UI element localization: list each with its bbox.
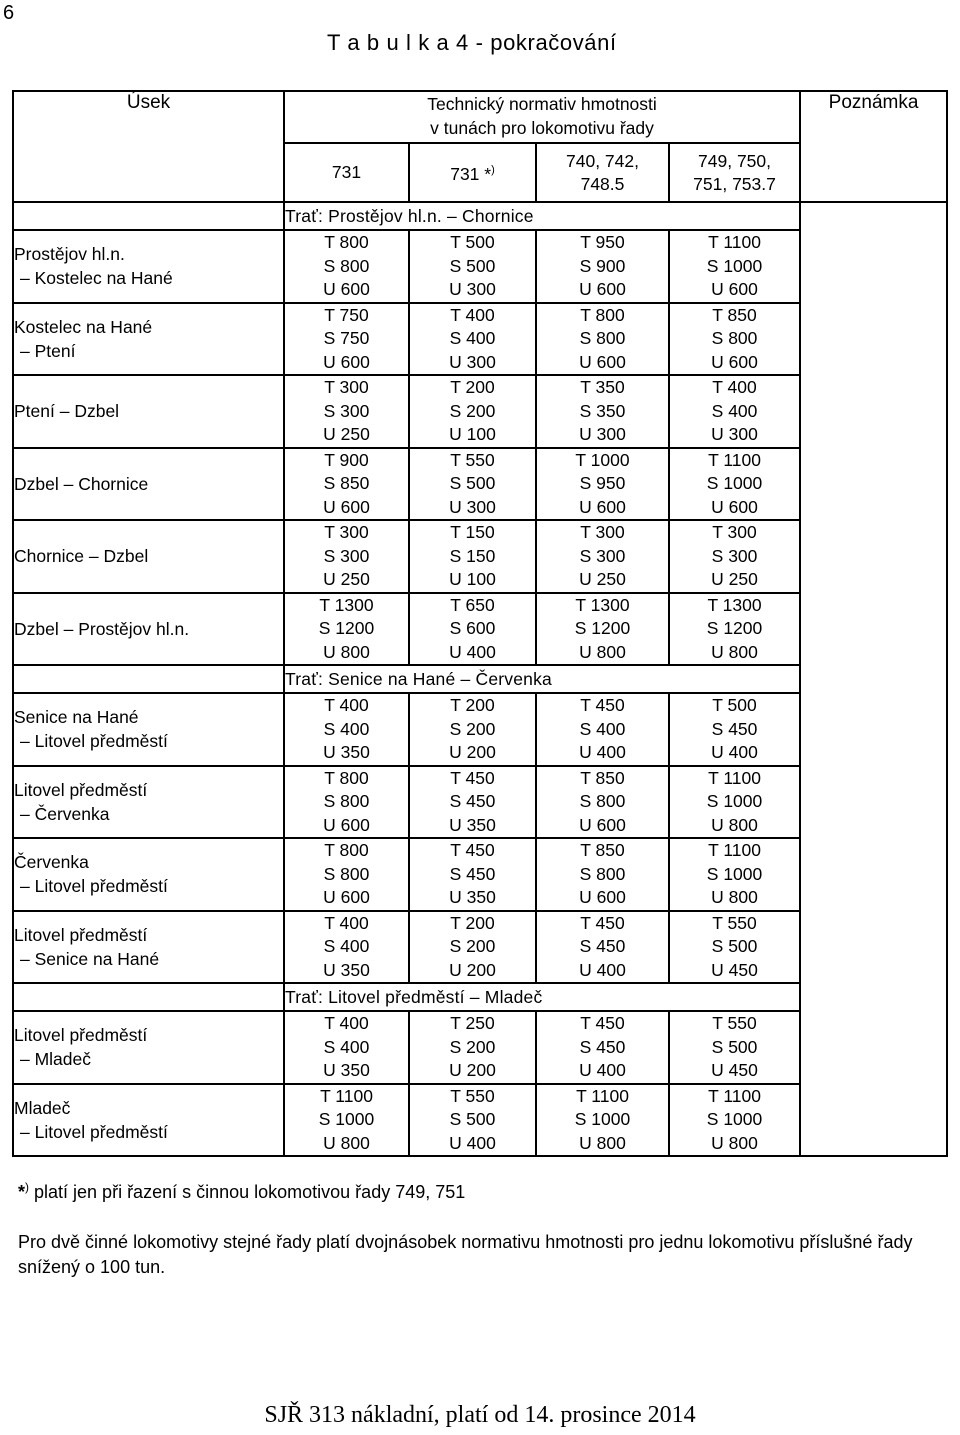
norm-s: S 1000 <box>706 791 763 811</box>
norm-u: U 800 <box>711 641 758 662</box>
norm-cell <box>669 838 800 911</box>
norm-t: T 1100 <box>708 1085 761 1106</box>
section-from: Ptení – Dzbel <box>14 401 120 422</box>
norm-s: S 500 <box>449 1109 496 1129</box>
weight-norm-table <box>12 90 948 1157</box>
norm-s: S 1000 <box>706 863 763 884</box>
norm-cell <box>409 593 536 666</box>
section-name <box>13 230 284 303</box>
norm-cell <box>409 911 536 984</box>
norm-s: S 300 <box>323 545 370 566</box>
norm-s: S 150 <box>449 545 496 566</box>
footnote-mark: * <box>18 1182 26 1202</box>
note-paragraph: Pro dvě činné lokomotivy stejné řady platí dvojnásobek normativu hmotnosti pro jednu lokomotivu příslušné řady snížený o 100 tun. <box>18 1232 913 1277</box>
norm-t: T 200 <box>450 695 495 715</box>
footnote-sup: ) <box>25 1180 30 1194</box>
section-name <box>13 448 284 521</box>
norm-cell <box>284 230 409 303</box>
header-loco-740 <box>536 143 669 202</box>
norm-s: S 500 <box>711 1036 758 1057</box>
norm-t: T 200 <box>450 912 495 933</box>
header-normativ <box>284 91 800 143</box>
table-body <box>13 202 947 1156</box>
header-loco-731-star-sup: ) <box>491 164 495 177</box>
norm-s: S 800 <box>323 255 370 276</box>
norm-cell <box>409 375 536 448</box>
norm-s: S 300 <box>711 545 758 566</box>
norm-cell <box>669 448 800 521</box>
norm-u: U 200 <box>449 742 496 762</box>
norm-t: T 500 <box>450 232 495 252</box>
header-loco-749-line2: 751, 753.7 <box>693 173 776 194</box>
norm-t: T 1100 <box>320 1085 373 1106</box>
norm-u: U 300 <box>449 351 496 372</box>
norm-u: U 350 <box>323 1060 370 1080</box>
norm-u: U 400 <box>579 959 626 980</box>
norm-t: T 450 <box>580 695 625 715</box>
norm-s: S 350 <box>579 400 626 421</box>
norm-s: S 400 <box>323 718 370 739</box>
norm-cell <box>669 375 800 448</box>
norm-u: U 300 <box>579 424 626 444</box>
norm-t: T 1100 <box>708 449 761 470</box>
norm-cell <box>409 766 536 839</box>
norm-cell <box>409 1011 536 1084</box>
section-from: Litovel předměstí <box>14 779 148 800</box>
norm-cell <box>536 303 669 376</box>
footnote-text: platí jen při řazení s činnou lokomotivou řady 749, 751 <box>29 1182 466 1202</box>
norm-u: U 600 <box>579 279 626 299</box>
section-name <box>13 1011 284 1084</box>
norm-cell <box>669 1084 800 1157</box>
section-name <box>13 303 284 376</box>
norm-u: U 100 <box>449 424 496 444</box>
norm-u: U 250 <box>323 424 370 444</box>
norm-cell <box>536 1084 669 1157</box>
norm-u: U 350 <box>323 959 370 980</box>
trat-label: Trať: Prostějov hl.n. – Chornice <box>284 202 800 230</box>
norm-t: T 450 <box>450 840 495 860</box>
norm-s: S 1200 <box>574 618 631 638</box>
norm-cell <box>669 766 800 839</box>
norm-t: T 800 <box>580 304 625 325</box>
norm-t: T 350 <box>580 377 625 397</box>
norm-cell <box>409 230 536 303</box>
header-loco-731-star-text: 731 * <box>450 163 492 184</box>
norm-u: U 800 <box>323 1132 370 1153</box>
norm-cell <box>284 1011 409 1084</box>
norm-t: T 300 <box>324 377 369 397</box>
section-from: Dzbel – Prostějov hl.n. <box>14 618 190 639</box>
norm-t: T 550 <box>450 1085 495 1106</box>
norm-t: T 200 <box>450 377 495 397</box>
norm-u: U 200 <box>449 1060 496 1080</box>
norm-cell <box>409 520 536 593</box>
section-to: – Červenka <box>20 803 110 824</box>
norm-s: S 850 <box>323 473 370 493</box>
norm-t: T 800 <box>324 232 369 252</box>
norm-s: S 500 <box>711 936 758 956</box>
norm-s: S 400 <box>711 400 758 421</box>
norm-t: T 1300 <box>707 594 762 615</box>
section-from: Dzbel – Chornice <box>14 473 149 494</box>
norm-s: S 1000 <box>318 1109 375 1129</box>
norm-s: S 1000 <box>706 473 763 493</box>
trat-blank-cell <box>13 665 284 693</box>
norm-u: U 600 <box>323 496 370 517</box>
header-normativ-line1: Technický normativ hmotnosti <box>427 94 657 114</box>
norm-cell <box>284 375 409 448</box>
trat-blank-cell <box>13 202 284 230</box>
norm-s: S 200 <box>449 936 496 956</box>
norm-s: S 800 <box>711 328 758 348</box>
norm-t: T 900 <box>324 449 369 470</box>
norm-cell <box>409 693 536 766</box>
norm-t: T 1100 <box>708 767 761 788</box>
norm-s: S 1000 <box>574 1109 631 1129</box>
norm-cell <box>284 593 409 666</box>
header-normativ-line2: v tunách pro lokomotivu řady <box>430 118 654 138</box>
norm-cell <box>669 693 800 766</box>
trat-label: Trať: Litovel předměstí – Mladeč <box>284 983 800 1011</box>
norm-cell <box>536 766 669 839</box>
norm-s: S 1000 <box>706 1109 763 1129</box>
section-from: Litovel předměstí <box>14 924 148 945</box>
norm-cell <box>536 448 669 521</box>
norm-u: U 600 <box>323 279 370 299</box>
norm-t: T 650 <box>450 594 495 615</box>
norm-u: U 600 <box>579 351 626 372</box>
norm-u: U 250 <box>323 569 370 589</box>
norm-s: S 300 <box>323 400 370 421</box>
norm-s: S 200 <box>449 718 496 739</box>
norm-u: U 800 <box>579 641 626 662</box>
norm-s: S 400 <box>323 936 370 956</box>
norm-s: S 1000 <box>706 255 763 276</box>
norm-cell <box>536 230 669 303</box>
norm-cell <box>409 1084 536 1157</box>
norm-t: T 300 <box>324 522 369 542</box>
norm-t: T 400 <box>712 377 757 397</box>
section-from: Chornice – Dzbel <box>14 546 149 567</box>
page-footer: SJŘ 313 nákladní, platí od 14. prosince 2014 <box>264 1402 696 1428</box>
norm-cell <box>669 520 800 593</box>
norm-cell <box>536 520 669 593</box>
norm-t: T 750 <box>324 304 369 325</box>
norm-t: T 500 <box>712 695 757 715</box>
section-from: Červenka <box>14 852 89 873</box>
norm-s: S 900 <box>579 255 626 276</box>
norm-s: S 400 <box>323 1036 370 1057</box>
norm-u: U 600 <box>579 814 626 835</box>
norm-u: U 450 <box>711 1060 758 1080</box>
footnote <box>18 1180 465 1203</box>
norm-s: S 400 <box>449 328 496 348</box>
norm-u: U 600 <box>323 887 370 907</box>
norm-cell <box>669 593 800 666</box>
trat-blank-cell <box>13 983 284 1011</box>
norm-cell <box>284 911 409 984</box>
header-loco-731: 731 <box>284 143 409 202</box>
norm-u: U 350 <box>323 742 370 762</box>
norm-s: S 600 <box>449 618 496 638</box>
norm-t: T 850 <box>712 304 757 325</box>
norm-cell <box>409 303 536 376</box>
norm-t: T 1100 <box>708 232 761 252</box>
norm-s: S 400 <box>579 718 626 739</box>
norm-t: T 850 <box>580 840 625 860</box>
norm-u: U 200 <box>449 959 496 980</box>
norm-u: U 600 <box>579 496 626 517</box>
norm-s: S 800 <box>579 791 626 811</box>
header-poznamka: Poznámka <box>800 91 947 202</box>
section-name <box>13 838 284 911</box>
section-name <box>13 375 284 448</box>
norm-u: U 800 <box>579 1132 626 1153</box>
norm-s: S 450 <box>449 791 496 811</box>
norm-u: U 100 <box>449 569 496 589</box>
norm-s: S 1200 <box>318 618 375 638</box>
header-loco-731-star <box>409 143 536 202</box>
norm-u: U 600 <box>579 887 626 907</box>
norm-t: T 800 <box>324 767 369 788</box>
norm-u: U 800 <box>711 887 758 907</box>
norm-s: S 450 <box>579 936 626 956</box>
norm-cell <box>669 303 800 376</box>
norm-t: T 950 <box>580 232 625 252</box>
norm-cell <box>669 911 800 984</box>
norm-cell <box>536 1011 669 1084</box>
norm-s: S 500 <box>449 255 496 276</box>
norm-cell <box>536 838 669 911</box>
norm-s: S 800 <box>323 791 370 811</box>
section-to: – Kostelec na Hané <box>20 268 173 289</box>
norm-cell <box>284 693 409 766</box>
norm-cell <box>536 693 669 766</box>
norm-s: S 200 <box>449 1036 496 1057</box>
norm-u: U 800 <box>711 1132 758 1153</box>
header-usek: Úsek <box>13 91 284 202</box>
header-loco-749-line1: 749, 750, <box>698 150 772 171</box>
norm-u: U 350 <box>449 887 496 907</box>
section-name <box>13 911 284 984</box>
section-from: Prostějov hl.n. <box>14 244 125 265</box>
norm-s: S 450 <box>711 718 758 739</box>
norm-cell <box>284 838 409 911</box>
norm-u: U 600 <box>323 814 370 835</box>
norm-cell <box>284 1084 409 1157</box>
poznamka-column <box>800 202 947 1156</box>
norm-s: S 800 <box>323 863 370 884</box>
norm-t: T 1100 <box>708 840 761 860</box>
header-loco-740-line1: 740, 742, <box>566 150 639 171</box>
norm-t: T 550 <box>712 912 757 933</box>
norm-u: U 600 <box>323 351 370 372</box>
norm-u: U 350 <box>449 814 496 835</box>
norm-t: T 850 <box>580 767 625 788</box>
norm-t: T 550 <box>712 1013 757 1033</box>
norm-s: S 300 <box>579 545 626 566</box>
section-to: – Litovel předměstí <box>20 876 168 897</box>
trat-row <box>13 202 947 230</box>
section-to: – Litovel předměstí <box>20 731 168 752</box>
norm-t: T 250 <box>450 1013 495 1033</box>
norm-cell <box>284 303 409 376</box>
norm-cell <box>284 448 409 521</box>
norm-t: T 1300 <box>319 594 374 615</box>
page-number: 6 <box>3 2 15 24</box>
norm-cell <box>284 766 409 839</box>
norm-u: U 600 <box>711 279 758 299</box>
norm-u: U 250 <box>711 569 758 589</box>
norm-t: T 300 <box>712 522 757 542</box>
norm-t: T 550 <box>450 449 495 470</box>
norm-t: T 400 <box>324 695 369 715</box>
section-to: – Senice na Hané <box>20 948 160 969</box>
section-to: – Mladeč <box>20 1049 92 1070</box>
section-name <box>13 766 284 839</box>
section-from: Litovel předměstí <box>14 1025 148 1046</box>
section-from: Mladeč <box>14 1097 71 1118</box>
norm-u: U 400 <box>579 742 626 762</box>
norm-s: S 200 <box>449 400 496 421</box>
section-from: Senice na Hané <box>14 707 139 728</box>
trat-label: Trať: Senice na Hané – Červenka <box>284 665 800 693</box>
section-to: – Litovel předměstí <box>20 1121 168 1142</box>
norm-cell <box>669 1011 800 1084</box>
section-name <box>13 593 284 666</box>
norm-u: U 800 <box>323 641 370 662</box>
norm-u: U 300 <box>449 496 496 517</box>
norm-s: S 750 <box>323 328 370 348</box>
norm-t: T 400 <box>324 912 369 933</box>
norm-u: U 600 <box>711 496 758 517</box>
norm-cell <box>536 593 669 666</box>
norm-t: T 1000 <box>575 449 630 470</box>
norm-t: T 150 <box>450 522 495 542</box>
norm-u: U 250 <box>579 569 626 589</box>
norm-t: T 1300 <box>575 594 630 615</box>
section-to: – Ptení <box>20 340 76 361</box>
norm-u: U 450 <box>711 959 758 980</box>
norm-t: T 300 <box>580 522 625 542</box>
norm-u: U 300 <box>449 279 496 299</box>
norm-u: U 400 <box>579 1060 626 1080</box>
norm-s: S 500 <box>449 473 496 493</box>
norm-u: U 400 <box>449 641 496 662</box>
norm-s: S 450 <box>449 863 496 884</box>
norm-cell <box>284 520 409 593</box>
norm-cell <box>409 448 536 521</box>
norm-s: S 950 <box>579 473 626 493</box>
norm-cell <box>536 911 669 984</box>
norm-t: T 450 <box>580 912 625 933</box>
norm-s: S 450 <box>579 1036 626 1057</box>
section-name <box>13 520 284 593</box>
header-loco-749 <box>669 143 800 202</box>
norm-s: S 800 <box>579 328 626 348</box>
norm-t: T 800 <box>324 840 369 860</box>
section-name <box>13 1084 284 1157</box>
norm-t: T 1100 <box>576 1085 629 1106</box>
norm-t: T 400 <box>450 304 495 325</box>
norm-u: U 800 <box>711 814 758 835</box>
norm-u: U 600 <box>711 351 758 372</box>
norm-s: S 1200 <box>706 618 763 638</box>
norm-cell <box>669 230 800 303</box>
norm-s: S 800 <box>579 863 626 884</box>
header-loco-740-line2: 748.5 <box>580 173 625 194</box>
norm-t: T 450 <box>580 1013 625 1033</box>
norm-u: U 300 <box>711 424 758 444</box>
norm-u: U 400 <box>711 742 758 762</box>
table-title: T a b u l k a 4 - pokračování <box>327 30 617 55</box>
norm-t: T 450 <box>450 767 495 788</box>
norm-t: T 400 <box>324 1013 369 1033</box>
section-name <box>13 693 284 766</box>
section-from: Kostelec na Hané <box>14 316 153 337</box>
norm-u: U 400 <box>449 1132 496 1153</box>
norm-cell <box>536 375 669 448</box>
norm-cell <box>409 838 536 911</box>
